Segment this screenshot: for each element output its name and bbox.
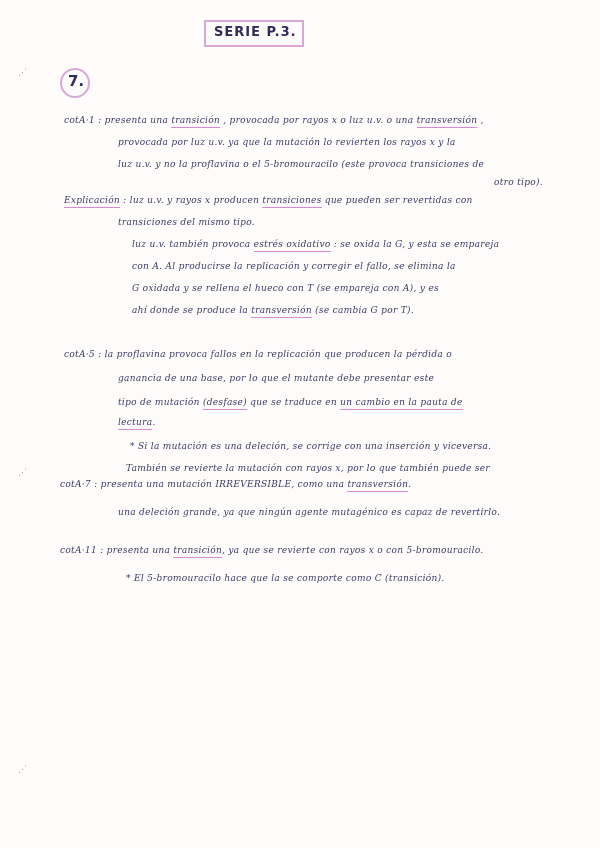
text-segment: transiciones del mismo tipo. [118, 218, 255, 228]
text-segment: También se revierte la mutación con rayos x, por lo que también puede ser [126, 464, 490, 474]
text-segment: una [326, 480, 348, 490]
margin-mark: ⋰ [18, 765, 27, 775]
underlined-term: transversión [347, 480, 409, 490]
text-line [64, 196, 473, 206]
text-segment: : luz u.v. y rayos x producen [120, 196, 263, 206]
text-line [64, 350, 452, 360]
text-line [118, 374, 434, 384]
text-segment: luz u.v. y no la proflavina o el 5-bromouracilo (este provoca transiciones de [118, 160, 485, 170]
underlined-term: transición [173, 546, 223, 556]
text-segment: , provocada por rayos x o luz u.v. o una [220, 116, 417, 126]
text-line [132, 262, 456, 272]
text-line [118, 398, 463, 408]
text-line [494, 178, 543, 188]
text-line [118, 160, 484, 170]
text-segment: cotA·5 : la proflavina provoca fallos en la replicación que producen la pérdida o [64, 350, 452, 360]
text-line [126, 464, 490, 474]
text-line [126, 574, 445, 584]
text-line [132, 284, 439, 294]
text-line [130, 442, 491, 452]
text-line [118, 418, 156, 428]
text-segment: provocada por luz u.v. ya que la mutación lo revierten los rayos x y la [118, 138, 456, 148]
page-title: SERIE P.3. [214, 25, 297, 40]
text-line [60, 480, 411, 490]
text-line [118, 218, 255, 228]
text-segment: , [477, 116, 484, 126]
text-segment: (se cambia G por T). [311, 306, 414, 316]
underlined-term: lectura [118, 418, 153, 428]
text-segment: con A. Al producirse la replicación y corregir el fallo, se elimina la [132, 262, 456, 272]
text-segment: otro tipo). [494, 178, 543, 188]
underlined-term: transiciones [262, 196, 322, 206]
underlined-term: Explicación [64, 196, 121, 206]
text-segment: , ya que se revierte con rayos x o con 5-bromouracilo. [222, 546, 484, 556]
text-line [118, 508, 500, 518]
text-segment: G oxidada y se rellena el hueco con T (se empareja con A), y es [132, 284, 439, 294]
text-line [60, 546, 484, 556]
text-segment: que se traduce en [246, 398, 341, 408]
underlined-term: transversión [416, 116, 478, 126]
text-segment: * El 5-bromouracilo hace que la se comporte como C (transición). [126, 574, 445, 584]
text-line [132, 306, 414, 316]
text-segment: tipo de mutación [118, 398, 203, 408]
text-segment: que pueden ser revertidas con [321, 196, 473, 206]
text-line [132, 240, 499, 250]
text-segment: cotA·11 : presenta una [60, 546, 174, 556]
underlined-term: un cambio en la pauta de [340, 398, 463, 408]
text-line [64, 116, 484, 126]
underlined-term: transición [171, 116, 221, 126]
text-segment: : se oxida la G, y esta se empareja [330, 240, 500, 250]
margin-mark: ⋰ [18, 468, 27, 478]
text-segment: ganancia de una base, por lo que el mutante debe presentar este [118, 374, 435, 384]
underlined-term: transversión [251, 306, 312, 316]
text-segment: ahí donde se produce la [132, 306, 252, 316]
question-number: 7. [68, 72, 85, 90]
text-segment: * Si la mutación es una deleción, se corrige con una inserción y viceversa. [130, 442, 492, 452]
underlined-term: estrés oxidativo [253, 240, 331, 250]
underlined-term: (desfase) [202, 398, 247, 408]
text-segment: luz u.v. también provoca [132, 240, 254, 250]
text-segment: cotA·1 : presenta una [64, 116, 172, 126]
text-segment: una deleción grande, ya que ningún agente mutagénico es capaz de revertirlo. [118, 508, 501, 518]
margin-mark: ⋰ [18, 68, 27, 78]
text-line [118, 138, 456, 148]
text-segment: . [152, 418, 156, 428]
text-segment: cotA·7 : presenta una mutación IRREVERSIBLE, como [60, 480, 327, 490]
text-segment: . [408, 480, 412, 490]
